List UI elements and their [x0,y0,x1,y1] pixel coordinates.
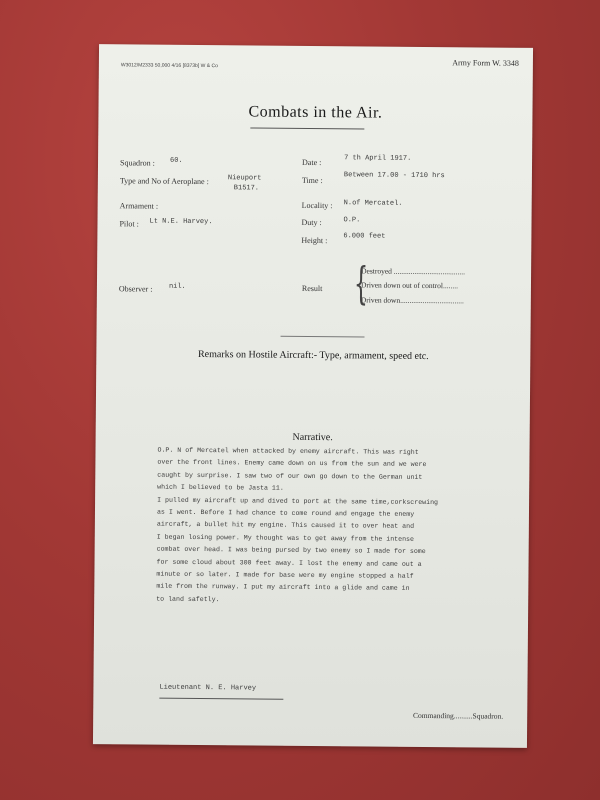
narrative-line: O.P. N of Mercatel when attacked by enemy aircraft. This was right [157,446,419,456]
printer-line: W3012/M2333 50,000 4/16 [8373b] W & Co [120,62,218,70]
narrative-text [156,445,517,609]
remarks-heading: Remarks on Hostile Aircraft:- Type, armament, speed etc. [197,348,429,363]
title-underline [250,127,364,129]
form-number: Army Form W. 3348 [452,58,519,68]
time-value: Between 17.00 - 1710 hrs [343,171,445,181]
narrative-line: combat over head. I was being pursed by two enemy so I made for some [156,545,426,556]
observer-value: nil. [168,282,186,291]
squadron-label: Squadron : [119,158,155,168]
narrative-line: mile from the runway. I put my aircraft into a glide and came in [156,583,410,593]
narrative-line: aircraft, a bullet hit my engine. This caused it to over heat and [156,521,415,531]
height-label: Height : [301,235,328,246]
height-value: 6.000 feet [343,232,386,241]
date-value: 7 th April 1917. [344,154,412,163]
aeroplane-value-line1: Nieuport [227,174,262,183]
time-label: Time : [301,175,323,186]
armament-label: Armament : [119,201,159,211]
pilot-value: Lt N.E. Harvey. [149,217,213,227]
squadron-value: 60. [170,156,183,165]
pilot-label: Pilot : [119,219,139,229]
result-label: Result [301,283,323,294]
locality-label: Locality : [301,200,333,211]
result-option-driven-down: Driven down.................................. [360,295,465,306]
narrative-line: for some cloud about 300 feet away. I lost the enemy and came out a [156,558,422,568]
result-option-out-of-control: Driven down out of control........ [360,280,459,291]
duty-value: O.P. [343,216,361,225]
observer-label: Observer : [118,284,153,294]
aeroplane-label: Type and No of Aeroplane : [119,176,209,187]
remarks-divider [281,336,365,338]
locality-value: N.of Mercatel. [343,199,403,208]
result-brace: { [353,258,369,310]
date-label: Date : [301,157,322,168]
signature: Lieutenant N. E. Harvey [159,683,257,693]
narrative-line: I began losing power. My thought was to get away from the intense [156,533,414,543]
narrative-line: caught by surprise. I saw two of our own go down to the German unit [157,471,423,481]
result-option-destroyed: Destroyed ...................................... [361,266,466,277]
narrative-line: over the front lines. Enemy came down on us from the sun and we were [157,459,427,469]
signature-underline [159,698,283,700]
duty-label: Duty : [301,217,322,228]
narrative-line: I pulled my aircraft up and dived to port at the same time,corkscrewing [157,496,439,506]
page-title: Combats in the Air. [248,103,383,122]
combat-report-form [93,44,533,748]
narrative-line: which I believed to be Jasta 11. [157,483,284,492]
narrative-heading: Narrative. [292,431,333,444]
aeroplane-value-line2: B1517. [233,184,260,193]
narrative-line: as I went. Before I had chance to come round and engage the enemy [156,508,415,518]
commanding-footer: Commanding..........Squadron. [412,710,504,721]
narrative-line: to land safetly. [156,595,220,604]
narrative-line: minute or so later. I made for base were my engine stopped a half [156,570,414,580]
